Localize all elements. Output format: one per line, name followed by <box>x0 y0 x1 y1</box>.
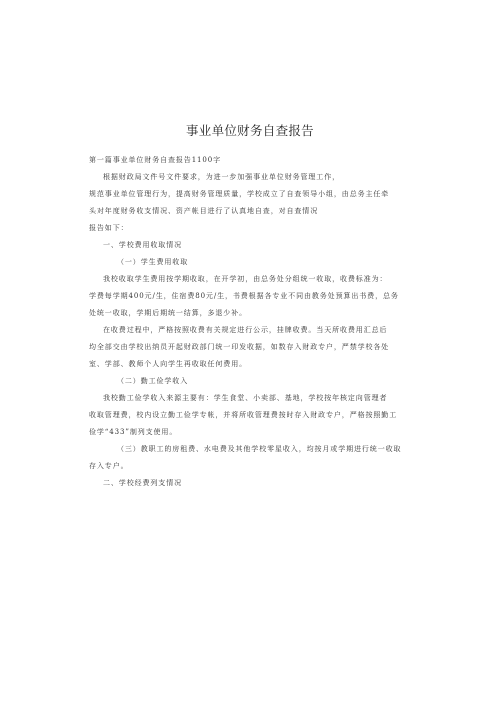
text-line: 均全部交由学校出纳员开起财政部门统一印发收据，如数存入财政专户，严禁学校各处 <box>89 343 390 351</box>
text-line: 俭学“433”制列支使用。 <box>89 428 178 436</box>
text-line: 头对年度财务收支情况、资产帐目进行了认真地自查，对自查情况 <box>89 207 319 215</box>
text-line: 一、学校费用收取情况 <box>103 241 182 249</box>
document-title: 事业单位财务自查报告 <box>185 123 314 138</box>
text-line: 报告如下： <box>89 224 129 232</box>
paragraph <box>89 390 421 441</box>
text-line: 二、学校经费列支情况 <box>103 479 182 487</box>
text-line: 我校收取学生费用按学期收取，在开学初，由总务处分组统一收取，收费标准为： <box>103 275 388 283</box>
text-line: 处统一收取，学期后期统一结算，多退少补。 <box>89 309 247 317</box>
paragraph <box>89 220 421 237</box>
paragraph <box>89 186 421 220</box>
section-heading <box>89 475 421 492</box>
text-line: 收取管理费，校内设立勤工俭学专帐，并将所收管理费按时存入财政专户，严格按照勤工 <box>89 411 398 419</box>
text-line: 存入专户。 <box>89 462 129 470</box>
text-line: 室、学部、教师个人向学生再收取任何费用。 <box>89 360 247 368</box>
paragraph-intro <box>89 152 421 169</box>
paragraph <box>89 322 421 373</box>
text-line: 在收费过程中，严格按照收费有关规定进行公示，挂牌收费。当天所收费用汇总后 <box>103 326 388 334</box>
subsection-heading <box>89 373 421 390</box>
text-line: （二）勤工俭学收入 <box>117 377 189 385</box>
text-line: 我校勤工俭学收入来源主要有：学生食堂、小卖部、基地，学校按年核定向管理者 <box>103 394 388 402</box>
text-line: 根据财政局文件号文件要求，为进一步加强事业单位财务管理工作， <box>103 173 340 181</box>
text-line: 学费每学期400元/生，住宿费80元/生，书费根据各专业不同由教务处预算出书费，总务 <box>89 292 399 300</box>
text-line: （一）学生费用收取 <box>117 258 189 266</box>
text-line: 第一篇事业单位财务自查报告1100字 <box>89 156 222 164</box>
text-line: （三）教职工的房租费、水电费及其他学校零星收入，均按月或学期进行统一收取 <box>117 445 402 453</box>
text-line: 规范事业单位管理行为，提高财务管理质量，学校成立了自查领导小组，由总务主任牵 <box>89 190 390 198</box>
subsection-heading <box>89 254 421 271</box>
section-heading <box>89 237 421 254</box>
paragraph <box>89 271 421 322</box>
paragraph <box>89 441 421 475</box>
paragraph <box>89 169 421 186</box>
